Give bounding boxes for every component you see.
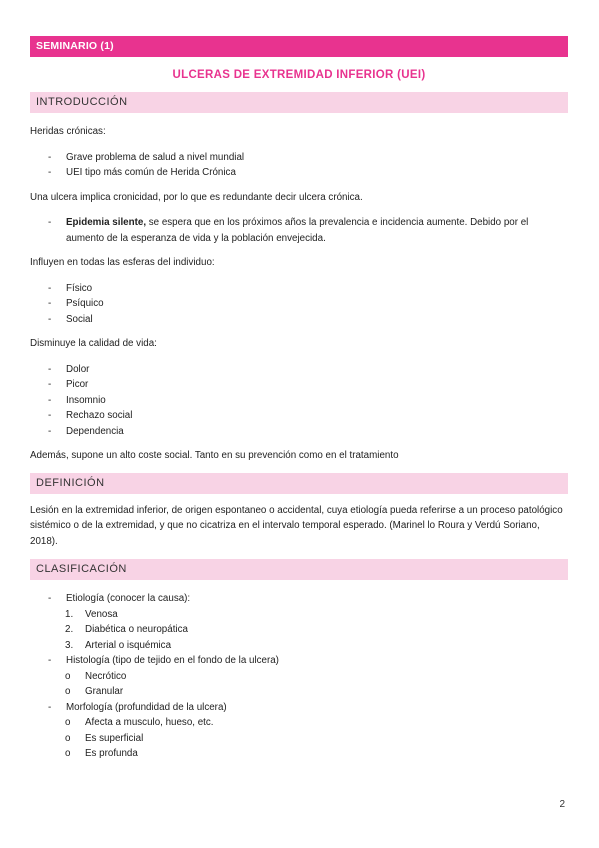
list-item: o Necrótico: [30, 669, 568, 685]
list-number: 1.: [65, 608, 74, 620]
list-text: Diabética o neuropática: [85, 624, 188, 635]
list-item: - UEI tipo más común de Herida Crónica: [30, 165, 568, 181]
histologia-list-head: [30, 653, 568, 669]
calidad-list: [30, 362, 568, 440]
etiologia-item: - Etiología (conocer la causa):: [30, 591, 568, 607]
list-item: - Insomnio: [30, 393, 568, 409]
heridas-label: Heridas crónicas:: [30, 126, 106, 137]
histologia-list: [30, 669, 568, 700]
epidemia-list: [30, 215, 568, 246]
list-item: [30, 622, 568, 638]
seminar-bar: SEMINARIO (1): [30, 36, 568, 57]
list-number: 2.: [65, 624, 74, 635]
document-page: [30, 36, 568, 762]
intro-heading: INTRODUCCIÓN: [30, 92, 568, 113]
list-item: [30, 607, 568, 623]
esferas-list: [30, 281, 568, 328]
epidemia-rest: se espera que en los próximos años la prevalencia e incidencia aumente. Debido por el aumento de la esperanza de vida y la población envejecida.: [66, 217, 529, 244]
page-number: 2: [559, 799, 565, 810]
list-item: - Psíquico: [30, 296, 568, 312]
clasificacion-heading: CLASIFICACIÓN: [30, 559, 568, 580]
list-item: o Afecta a musculo, hueso, etc.: [30, 715, 568, 731]
list-item: - Dependencia: [30, 424, 568, 440]
morfologia-list: [30, 715, 568, 762]
definicion-heading: DEFINICIÓN: [30, 473, 568, 494]
morfologia-list-head: [30, 700, 568, 716]
list-item: - Grave problema de salud a nivel mundial: [30, 150, 568, 166]
heridas-list: [30, 150, 568, 181]
clasificacion-list: [30, 591, 568, 607]
epidemia-bold: Epidemia silente,: [66, 217, 147, 228]
coste-text: Además, supone un alto coste social. Tanto en su prevención como en el tratamiento: [30, 450, 399, 461]
morfologia-item: - Morfología (profundidad de la ulcera): [30, 700, 568, 716]
list-text: Venosa: [85, 608, 118, 620]
list-item: - Físico: [30, 281, 568, 297]
list-item: [30, 638, 568, 654]
histologia-item: - Histología (tipo de tejido en el fondo de la ulcera): [30, 653, 568, 669]
definicion-text: Lesión en la extremidad inferior, de origen espontaneo o accidental, cuya etiología pueda referirse a un proceso patológico sistémico o de la extremidad, y que no cicatriza en el intervalo temporal esperado. (Marinel lo Roura y Verdú Soriano, 2018).: [30, 504, 563, 547]
etiologia-list: [30, 607, 568, 654]
list-item: o Granular: [30, 684, 568, 700]
list-item: - Picor: [30, 377, 568, 393]
esferas-label: Influyen en todas las esferas del individuo:: [30, 257, 215, 268]
cronicidad-text: Una ulcera implica cronicidad, por lo que es redundante decir ulcera crónica.: [30, 191, 363, 203]
list-item: [30, 215, 568, 246]
document-title: ULCERAS DE EXTREMIDAD INFERIOR (UEI): [172, 69, 426, 81]
list-item: - Rechazo social: [30, 408, 568, 424]
list-item: - Social: [30, 312, 568, 328]
list-item: o Es superficial: [30, 731, 568, 747]
list-item: o Es profunda: [30, 746, 568, 762]
list-number: 3.: [65, 639, 74, 651]
list-item: - Dolor: [30, 362, 568, 378]
calidad-label: Disminuye la calidad de vida:: [30, 338, 157, 349]
list-text: Arterial o isquémica: [85, 639, 172, 651]
